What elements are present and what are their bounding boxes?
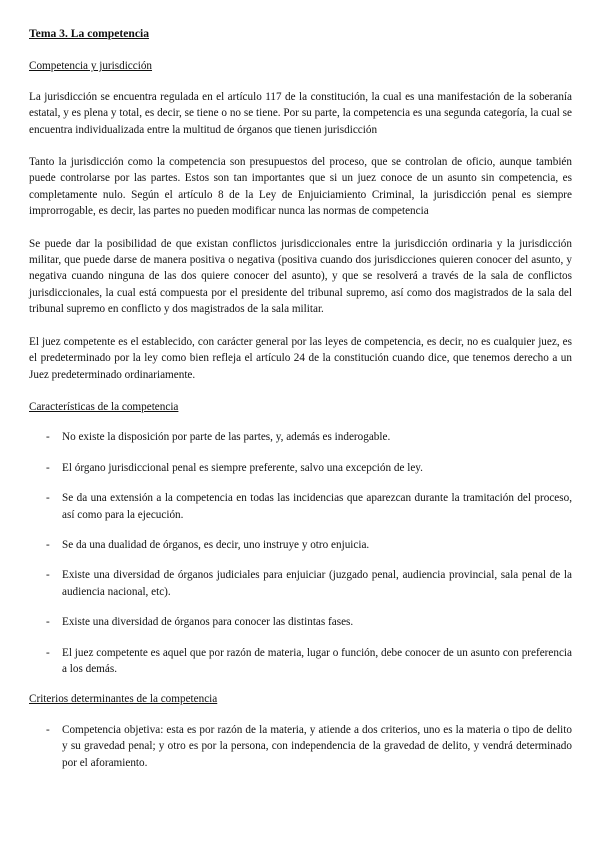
section-heading-caracteristicas: Características de la competencia	[29, 400, 179, 413]
list-item	[29, 429, 572, 445]
list-item	[29, 722, 572, 771]
list-item-text: Se da una extensión a la competencia en todas las incidencias que aparezcan durante la tramitación del proceso, así como para la ejecución.	[62, 492, 572, 521]
list-item	[29, 645, 572, 678]
list-item-text: Se da una dualidad de órganos, es decir, uno instruye y otro enjuicia.	[62, 538, 370, 551]
list-dash: -	[46, 569, 50, 582]
caracteristicas-list	[29, 429, 572, 677]
list-dash: -	[46, 616, 50, 629]
list-dash: -	[46, 431, 50, 444]
list-dash: -	[46, 461, 50, 474]
paragraph: El juez competente es el establecido, con carácter general por las leyes de competencia, es decir, no es cualquier juez, es el predeterminado por la ley como bien refleja el artículo 24 de la constitución cuando dice, que tenemos derecho a un Juez predeterminado ordinariamente.	[29, 335, 572, 381]
section-heading-criterios: Criterios determinantes de la competencia	[29, 693, 218, 706]
document-page	[29, 26, 572, 785]
list-dash: -	[46, 538, 50, 551]
list-item-text: El juez competente es aquel que por razón de materia, lugar o función, debe conocer de un asunto con preferencia a los demás.	[62, 646, 572, 675]
paragraph: Tanto la jurisdicción como la competencia son presupuestos del proceso, que se controlan de oficio, aunque también puede controlarse por las partes. Estos son tan importantes que si un juez conoce de un asunto sin competencia, es completamente nulo. Según el artículo 8 de la Ley de Enjuiciamiento Criminal, la jurisdicción penal es siempre improrrogable, es decir, las partes no pueden modificar nunca las normas de competencia	[29, 156, 572, 218]
list-item	[29, 460, 572, 476]
paragraph: La jurisdicción se encuentra regulada en el artículo 117 de la constitución, la cual es una manifestación de la soberanía estatal, y es plena y total, es decir, se tiene o no se tiene. Por su parte, la competencia es una segunda categoría, la cual se encuentra individualizada entre la multitud de órganos que tienen jurisdicción	[29, 90, 572, 136]
list-item-text: Competencia objetiva: esta es por razón de la materia, y atiende a dos criterios, uno es la materia o tipo de delito y su gravedad penal; y otro es por la persona, con independencia de la gravedad de delito, y vendrá determinado por el aforamiento.	[62, 723, 572, 769]
list-dash: -	[46, 646, 50, 659]
list-dash: -	[46, 492, 50, 505]
list-dash: -	[46, 723, 50, 736]
list-item-text: El órgano jurisdiccional penal es siempre preferente, salvo una excepción de ley.	[62, 461, 423, 474]
list-item	[29, 567, 572, 600]
paragraph: Se puede dar la posibilidad de que existan conflictos jurisdiccionales entre la jurisdicción ordinaria y la jurisdicción militar, que puede darse de manera positiva o negativa (positiva cuando dos jurisdicciones quieren conocer del asunto, y negativa cuando ninguna de las dos quiere conocer del asunto), y que se resolverá a través de la sala de conflictos jurisdiccionales, la cual está compuesta por el presidente del tribunal supremo, así como dos magistrados de la sala del tribunal supremo en conflicto y dos magistrados de la sala militar.	[29, 237, 572, 316]
section-heading-competencia-jurisdiccion: Competencia y jurisdicción	[29, 60, 153, 73]
criterios-list	[29, 722, 572, 771]
list-item-text: No existe la disposición por parte de las partes, y, además es inderogable.	[62, 431, 391, 444]
list-item	[29, 614, 572, 630]
list-item	[29, 537, 572, 553]
document-title: Tema 3. La competencia	[29, 27, 150, 40]
list-item	[29, 490, 572, 523]
list-item-text: Existe una diversidad de órganos para conocer las distintas fases.	[62, 616, 354, 629]
list-item-text: Existe una diversidad de órganos judiciales para enjuiciar (juzgado penal, audiencia provincial, sala penal de la audiencia nacional, etc).	[62, 569, 572, 598]
